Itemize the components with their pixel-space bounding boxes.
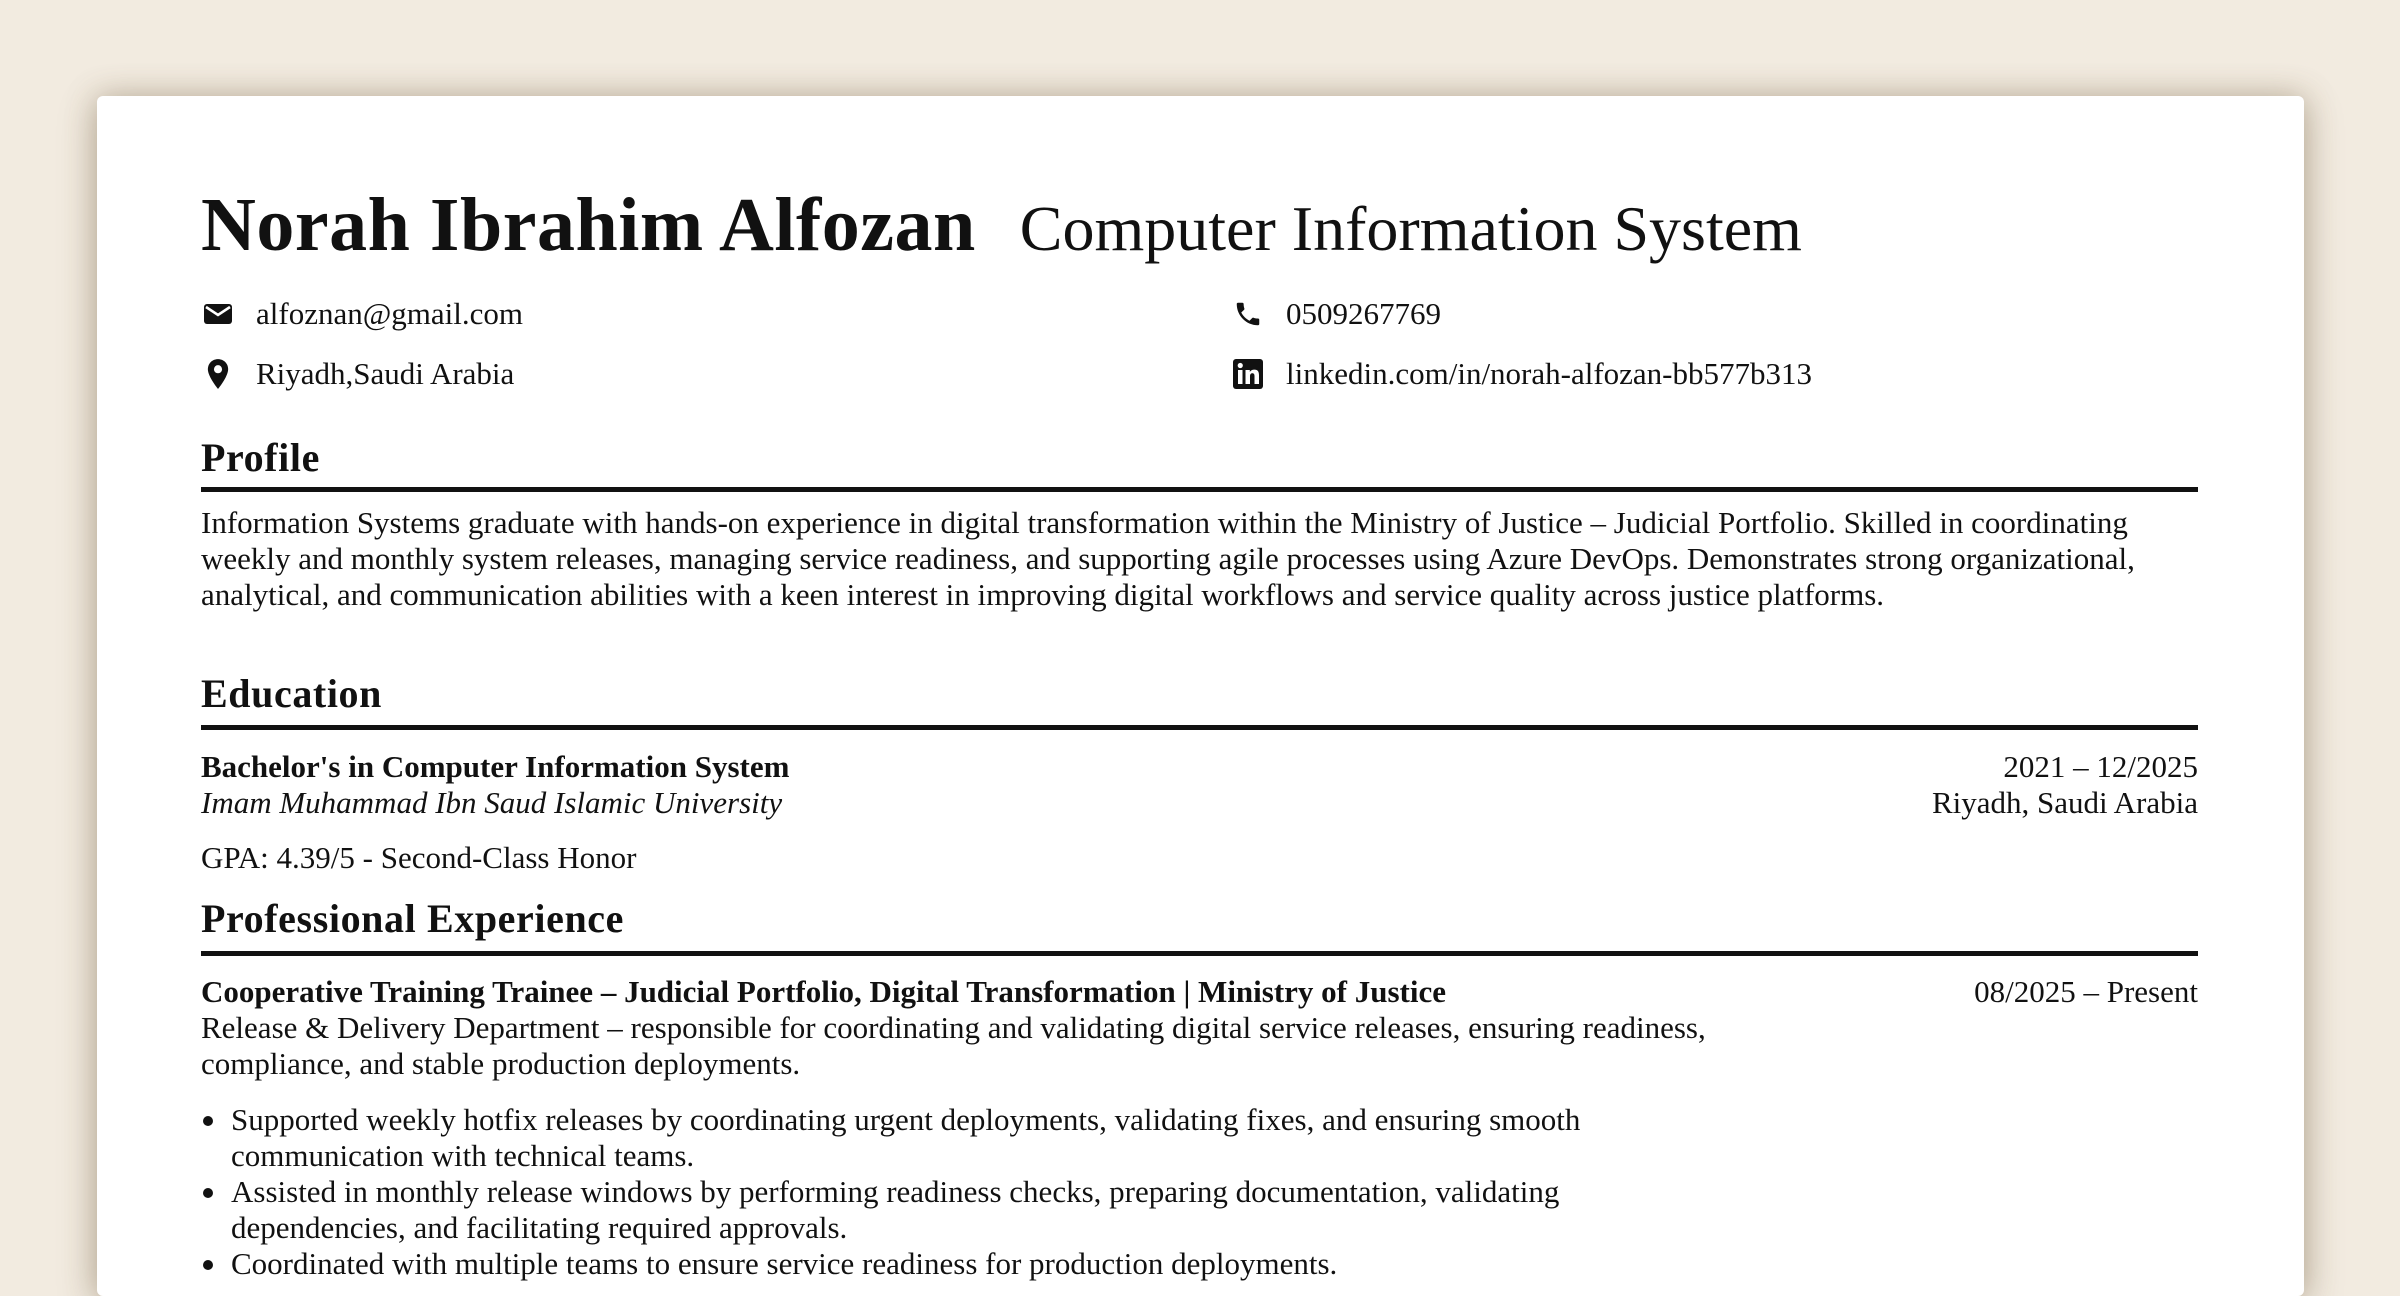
contact-row-2 [201, 356, 2198, 396]
education-divider [201, 725, 2198, 730]
job-title: Computer Information System [1019, 193, 1802, 264]
bullet-icon [203, 1188, 213, 1198]
contact-phone[interactable] [1231, 296, 1441, 332]
education-dates: 2021 – 12/2025 [2003, 749, 2198, 784]
contact-location [201, 356, 514, 392]
contact-email[interactable] [201, 296, 523, 332]
location-text: Riyadh,Saudi Arabia [256, 356, 515, 391]
contact-linkedin[interactable] [1231, 356, 1812, 392]
phone-icon [1231, 297, 1265, 331]
profile-heading: Profile [201, 435, 320, 480]
role-title: Cooperative Training Trainee – Judicial Portfolio, Digital Transformation | Ministry of Justice [201, 974, 1447, 1009]
experience-dates: 08/2025 – Present [1974, 974, 2198, 1009]
resume-header [201, 182, 1802, 269]
map-pin-icon [201, 357, 235, 391]
experience-divider [201, 951, 2198, 956]
experience-description: Release & Delivery Department – responsible for coordinating and validating digital service releases, ensuring readiness, compliance, and stable production deployments. [201, 1010, 1706, 1081]
education-location: Riyadh, Saudi Arabia [1931, 785, 2198, 820]
resume-page [97, 96, 2304, 1296]
education-entry-header [201, 749, 2198, 785]
person-name: Norah Ibrahim Alfozan [201, 183, 976, 267]
experience-entry-header [201, 974, 2198, 1010]
list-item: Supported weekly hotfix releases by coordinating urgent deployments, validating fixes, and ensuring smooth communication with technical teams. [201, 1102, 1701, 1174]
school-name: Imam Muhammad Ibn Saud Islamic University [201, 785, 783, 820]
envelope-icon [201, 297, 235, 331]
education-gpa [201, 840, 2198, 876]
gpa-text: GPA: 4.39/5 - Second-Class Honor [201, 840, 637, 875]
experience-bullets [201, 1102, 1701, 1282]
list-item: Coordinated with multiple teams to ensure service readiness for production deployments. [201, 1246, 1701, 1282]
bullet-icon [203, 1260, 213, 1270]
education-heading: Education [201, 671, 383, 716]
contact-row-1 [201, 296, 2198, 336]
linkedin-text: linkedin.com/in/norah-alfozan-bb577b313 [1286, 356, 1813, 391]
degree-title: Bachelor's in Computer Information System [201, 749, 790, 784]
linkedin-icon [1231, 357, 1265, 391]
bullet-icon [203, 1116, 213, 1126]
profile-text: Information Systems graduate with hands-on experience in digital transformation within the Ministry of Justice – Judicial Portfolio. Skilled in coordinating weekly and monthly system releases, managing service readiness, and supporting agile processes using Azure DevOps. Demonstrates strong organizational, analytical, and communication abilities with a keen interest in improving digital workflows and service quality across justice platforms. [201, 505, 2135, 612]
profile-divider [201, 487, 2198, 492]
list-item: Assisted in monthly release windows by performing readiness checks, preparing documentation, validating dependencies, and facilitating required approvals. [201, 1174, 1701, 1246]
experience-heading: Professional Experience [201, 896, 624, 941]
education-entry-sub [201, 785, 2198, 821]
phone-text: 0509267769 [1286, 296, 1441, 331]
email-text: alfoznan@gmail.com [256, 296, 523, 331]
